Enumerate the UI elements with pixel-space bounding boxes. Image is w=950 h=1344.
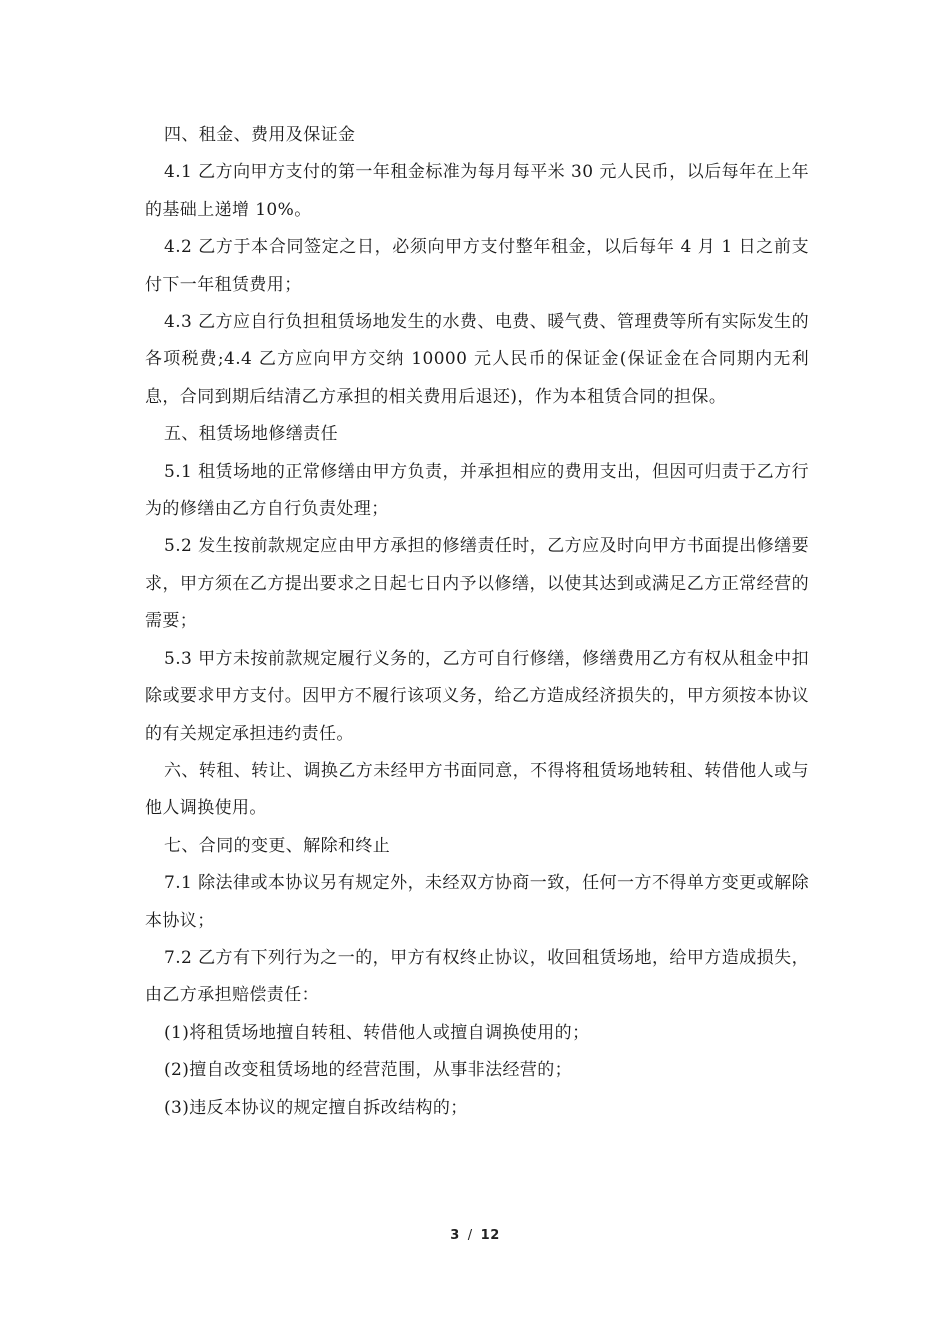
section-heading-repair-responsibility: 五、租赁场地修缮责任 [164,424,338,445]
page-number-footer [0,1228,950,1243]
total-pages: 12 [480,1228,500,1243]
document-body [145,117,809,1127]
section-sublease-transfer: 六、转租、转让、调换乙方未经甲方书面同意，不得将租赁场地转租、转借他人或与他人调换使用。 [145,760,809,819]
clause-4-3-4-4: 4.3 乙方应自行负担租赁场地发生的水费、电费、暖气费、管理费等所有实际发生的各项税费;4.4 乙方应向甲方交纳 10000 元人民币的保证金(保证金在合同期内无利息，合同到期后结清乙方承担的相关费用后退还)，作为本租赁合同的担保。 [145,312,809,407]
clause-5-3: 5.3 甲方未按前款规定履行义务的，乙方可自行修缮，修缮费用乙方有权从租金中扣除或要求甲方支付。因甲方不履行该项义务，给乙方造成经济损失的，甲方须按本协议的有关规定承担违约责任。 [145,648,809,744]
clause-7-1: 7.1 除法律或本协议另有规定外，未经双方协商一致，任何一方不得单方变更或解除本协议； [145,873,809,931]
clause-4-2: 4.2 乙方于本合同签定之日，必须向甲方支付整年租金，以后每年 4 月 1 日之前支付下一年租赁费用； [145,237,809,295]
list-item-2: (2)擅自改变租赁场地的经营范围，从事非法经营的； [164,1060,573,1081]
page-separator: / [467,1228,473,1243]
section-heading-change-termination: 七、合同的变更、解除和终止 [164,835,391,856]
current-page-number: 3 [450,1228,460,1243]
section-heading-rent-fees-deposit: 四、租金、费用及保证金 [164,125,356,145]
clause-5-2: 5.2 发生按前款规定应由甲方承担的修缮责任时，乙方应及时向甲方书面提出修缮要求，甲方须在乙方提出要求之日起七日内予以修缮，以使其达到或满足乙方正常经营的需要； [145,536,809,632]
clause-5-1: 5.1 租赁场地的正常修缮由甲方负责，并承担相应的费用支出，但因可归责于乙方行为的修缮由乙方自行负责处理； [145,461,809,520]
clause-7-2: 7.2 乙方有下列行为之一的，甲方有权终止协议，收回租赁场地，给甲方造成损失，由乙方承担赔偿责任： [145,947,809,1006]
list-item-1: (1)将租赁场地擅自转租、转借他人或擅自调换使用的； [164,1022,590,1043]
list-item-3: (3)违反本协议的规定擅自拆改结构的； [164,1097,468,1118]
clause-4-1: 4.1 乙方向甲方支付的第一年租金标准为每月每平米 30 元人民币，以后每年在上年的基础上递增 10%。 [145,162,809,220]
